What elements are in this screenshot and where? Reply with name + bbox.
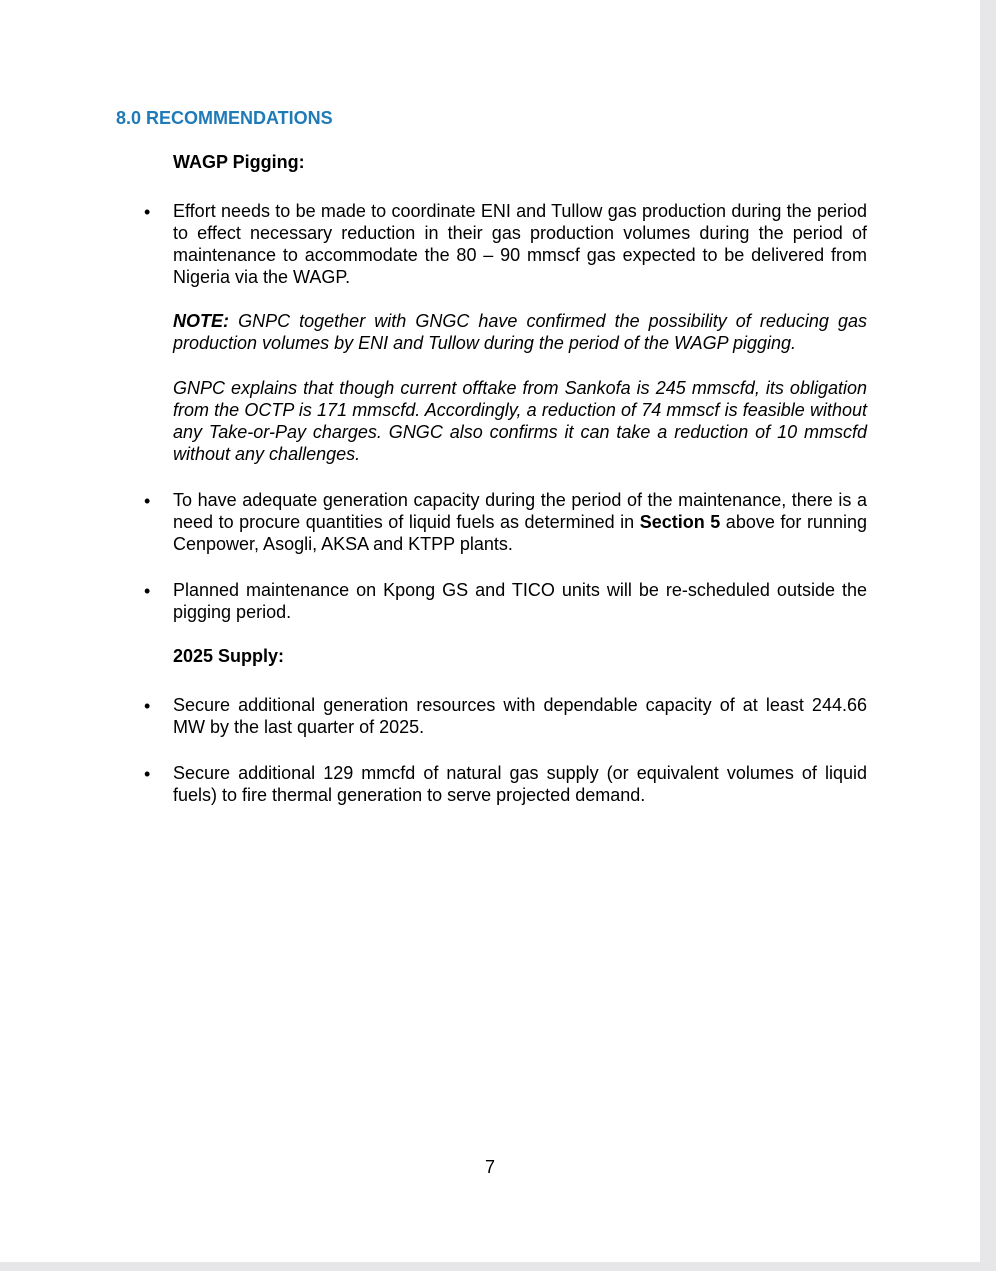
supply-2025-subheading: 2025 Supply: (173, 646, 285, 666)
wagp-bullet-liquid-fuels (173, 489, 867, 555)
bullet-marker: • (144, 764, 151, 784)
supply-bullet-natural-gas: Secure additional 129 mmcfd of natural gas supply (or equivalent volumes of liquid fuels) to fire thermal generation to serve projected demand. (173, 763, 867, 805)
note-text: GNPC together with GNGC have confirmed the possibility of reducing gas production volumes by ENI and Tullow during the period of the WAGP pigging. (173, 311, 867, 353)
bullet-marker: • (144, 491, 151, 511)
wagp-bullet-planned-maintenance: Planned maintenance on Kpong GS and TICO units will be re-scheduled outside the pigging period. (173, 580, 867, 622)
section-heading: 8.0 RECOMMENDATIONS (116, 108, 333, 128)
page-number: 7 (484, 1157, 495, 1177)
liquid-fuels-text-end: above for running Cenpower, Asogli, AKSA and KTPP plants. (173, 512, 867, 554)
gnpc-note-paragraph (173, 310, 867, 354)
supply-bullet-generation-resources: Secure additional generation resources with dependable capacity of at least 244.66 MW by the last quarter of 2025. (173, 695, 867, 737)
bullet-marker: • (144, 581, 151, 601)
bullet-marker: • (144, 696, 151, 716)
section-5-reference: Section 5 (639, 512, 721, 532)
wagp-pigging-subheading: WAGP Pigging: (173, 152, 305, 172)
liquid-fuels-text: To have adequate generation capacity during the period of the maintenance, there is a need to procure quantities of liquid fuels as determined in (173, 490, 867, 532)
bullet-marker: • (144, 202, 151, 222)
wagp-bullet-coordinate-production: Effort needs to be made to coordinate ENI and Tullow gas production during the period to effect necessary reduction in their gas production volumes during the period of maintenance to accommodate the 80 – 90 mmscf gas expected to be delivered from Nigeria via the WAGP. (173, 201, 867, 287)
note-label: NOTE: (173, 311, 229, 331)
gnpc-offtake-paragraph: GNPC explains that though current offtake from Sankofa is 245 mmscfd, its obligation from the OCTP is 171 mmscfd. Accordingly, a reduction of 74 mmscf is feasible without any Take-or-Pay charges. GNGC also confirms it can take a reduction of 10 mmscfd without any challenges. (173, 378, 867, 464)
